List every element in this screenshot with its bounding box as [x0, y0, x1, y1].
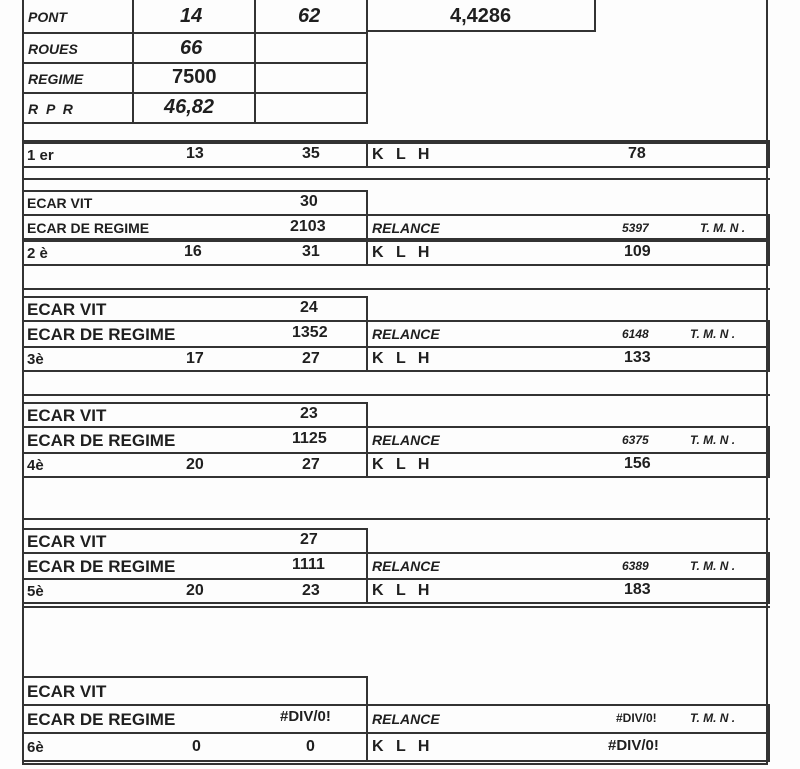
ecar-vit-label: ECAR VIT [27, 300, 107, 319]
ecar-regime-label: ECAR DE REGIME [27, 431, 176, 450]
tmn-label: T. M. N . [690, 433, 736, 447]
ecar-vit-value: 23 [300, 405, 318, 422]
gear-4-label: 4è [27, 457, 44, 474]
ecar-regime-value: 1352 [292, 324, 328, 341]
gear-1-label: 1 er [27, 147, 54, 164]
regime-value: 7500 [172, 66, 217, 88]
ecar-vit-value: 24 [300, 299, 318, 316]
ecar-vit-label: ECAR VIT [27, 195, 93, 211]
gear-1-klh-label: K L H [372, 146, 434, 163]
relance-value: 6389 [622, 559, 649, 573]
ecar-regime-value: 1125 [292, 430, 327, 447]
pont-label: PONT [28, 9, 67, 25]
ecar-vit-label: ECAR VIT [27, 406, 107, 425]
relance-label: RELANCE [372, 711, 440, 727]
ecar-regime-value: 1111 [292, 556, 325, 573]
gear-3-a: 17 [186, 350, 204, 367]
gear-5-klh-label: K L H [372, 582, 434, 599]
roues-value: 66 [180, 37, 203, 59]
ecar-vit-value: 27 [300, 531, 318, 548]
gear-6-klh-value: #DIV/0! [608, 737, 659, 754]
gear-5-b: 23 [302, 582, 320, 599]
tmn-label: T. M. N . [700, 221, 746, 235]
gear-5-a: 20 [186, 582, 204, 599]
gear-6-label: 6è [27, 739, 44, 756]
gear-4-b: 27 [302, 456, 320, 473]
ecar-regime-label: ECAR DE REGIME [27, 220, 150, 236]
pont-a-value: 14 [180, 5, 203, 27]
relance-label: RELANCE [372, 220, 440, 236]
ecar-vit-value: 30 [300, 193, 318, 210]
gear-2-label: 2 è [27, 245, 48, 262]
gear-5-label: 5è [27, 583, 44, 600]
ecar-regime-value: 2103 [290, 218, 326, 235]
rpr-value: 46,82 [164, 96, 215, 118]
gear-3-klh-value: 133 [624, 349, 651, 366]
relance-value: 6148 [622, 327, 649, 341]
gear-4-a: 20 [186, 456, 204, 473]
ecar-regime-label: ECAR DE REGIME [27, 557, 176, 576]
gear-3-label: 3è [27, 351, 44, 368]
ecar-vit-label: ECAR VIT [27, 532, 107, 551]
gear-1-klh-value: 78 [628, 145, 646, 162]
gear-2-klh-value: 109 [624, 243, 651, 260]
gear-2-klh-label: K L H [372, 244, 434, 261]
tmn-label: T. M. N . [690, 711, 736, 725]
gear-5-klh-value: 183 [624, 581, 651, 598]
tmn-label: T. M. N . [690, 327, 736, 341]
gear-4-klh-value: 156 [624, 455, 651, 472]
pont-ratio-value: 4,4286 [450, 5, 512, 27]
gear-6-b: 0 [306, 738, 315, 755]
rpr-label: R P R [28, 101, 75, 117]
tmn-label: T. M. N . [690, 559, 736, 573]
gear-6-a: 0 [192, 738, 201, 755]
ecar-regime-value: #DIV/0! [280, 708, 331, 725]
gear-4-klh-label: K L H [372, 456, 434, 473]
relance-value: 6375 [622, 433, 649, 447]
pont-b-value: 62 [298, 5, 321, 27]
gear-3-klh-label: K L H [372, 350, 434, 367]
regime-label: REGIME [28, 71, 84, 87]
gear-2-b: 31 [302, 243, 320, 260]
ecar-regime-label: ECAR DE REGIME [27, 325, 176, 344]
relance-value: 5397 [622, 221, 649, 235]
gear-3-b: 27 [302, 350, 320, 367]
relance-label: RELANCE [372, 326, 440, 342]
relance-label: RELANCE [372, 432, 440, 448]
gear-2-a: 16 [184, 243, 202, 260]
relance-value: #DIV/0! [616, 711, 657, 725]
relance-label: RELANCE [372, 558, 440, 574]
ecar-regime-label: ECAR DE REGIME [27, 710, 176, 729]
gear-1-b: 35 [302, 145, 320, 162]
roues-label: ROUES [28, 41, 78, 57]
gear-6-klh-label: K L H [372, 738, 434, 755]
gear-1-a: 13 [186, 145, 204, 162]
ecar-vit-label: ECAR VIT [27, 682, 107, 701]
